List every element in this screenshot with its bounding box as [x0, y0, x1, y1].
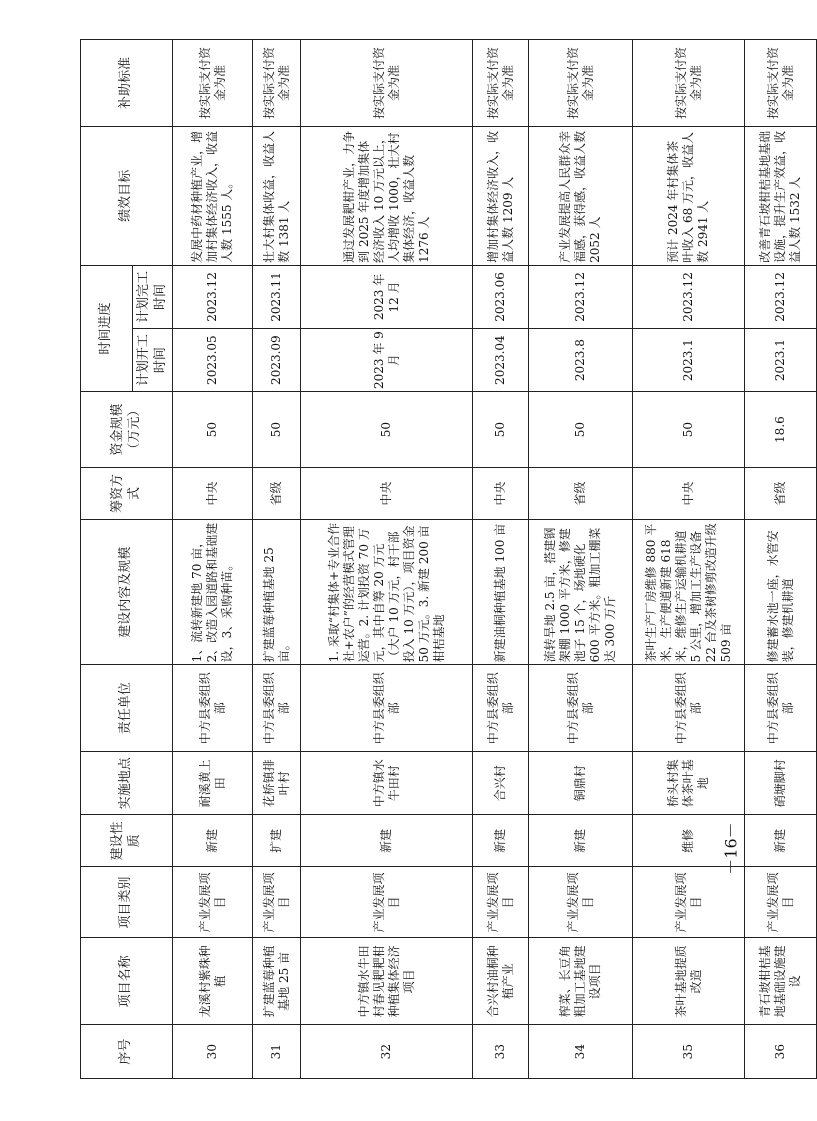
header-type: 项目类别: [81, 867, 173, 938]
cell-location: 桥头村集体茶叶基地: [633, 752, 745, 815]
cell-name: 榨菜、长豆角粗加工基地建设项目: [529, 938, 633, 1025]
cell-type: 产业发展项目: [473, 867, 529, 938]
table-row: [301, 40, 473, 1079]
page-number: －16－: [721, 822, 741, 875]
cell-unit: 中方县委组织部: [529, 665, 633, 752]
table-row: [745, 40, 817, 1079]
project-table: [80, 39, 817, 1079]
cell-amount: 50: [529, 392, 633, 468]
cell-subsidy: 按实际支付资金为准: [301, 40, 473, 127]
cell-no: 33: [473, 1025, 529, 1079]
cell-name: 合兴村油桐种植产业: [473, 938, 529, 1025]
cell-type: 产业发展项目: [173, 867, 253, 938]
cell-goal: 预计 2024 年村集体茶叶收入 68 万元，收益人数 2941 人: [633, 126, 745, 265]
header-amount: 资金规模（万元）: [81, 392, 173, 468]
table-row: [473, 40, 529, 1079]
cell-nature: 新建: [473, 815, 529, 867]
cell-location: 中方镇水牛田村: [301, 752, 473, 815]
cell-start: 2023.1: [633, 329, 745, 392]
cell-location: 合兴村: [473, 752, 529, 815]
cell-start: 2023.09: [253, 329, 301, 392]
cell-type: 产业发展项目: [253, 867, 301, 938]
cell-unit: 中方县委组织部: [173, 665, 253, 752]
rotated-table-page: [80, 39, 802, 1079]
cell-location: 花桥镇排叶村: [253, 752, 301, 815]
cell-nature: 新建: [301, 815, 473, 867]
cell-nature: 扩建: [253, 815, 301, 867]
table-row: [173, 40, 253, 1079]
cell-goal: 产业发展提高人民群众幸福感，获得感，收益人数 2052 人: [529, 126, 633, 265]
header-funding: 筹资方式: [81, 467, 173, 519]
cell-start: 2023.04: [473, 329, 529, 392]
cell-no: 32: [301, 1025, 473, 1079]
cell-subsidy: 按实际支付资金为准: [473, 40, 529, 127]
cell-no: 36: [745, 1025, 817, 1079]
cell-location: 铜鼎村: [529, 752, 633, 815]
cell-funding: 省级: [745, 467, 817, 519]
table-row: [529, 40, 633, 1079]
cell-end: 2023.12: [529, 265, 633, 328]
cell-unit: 中方县委组织部: [745, 665, 817, 752]
header-no: 序号: [81, 1025, 173, 1079]
cell-start: 2023 年 9 月: [301, 329, 473, 392]
cell-type: 产业发展项目: [745, 867, 817, 938]
cell-start: 2023.8: [529, 329, 633, 392]
cell-funding: 省级: [253, 467, 301, 519]
cell-funding: 中央: [633, 467, 745, 519]
header-schedule: 时间进度: [81, 265, 133, 391]
cell-start: 2023.05: [173, 329, 253, 392]
cell-name: 龙溪村紫珠种植: [173, 938, 253, 1025]
cell-content: 1. 采取“村集体+专业合作社+农户”的经营模式管理运营。2. 计划投资 70 万元，其中自筹 20 万元（大户 10 万元，村干部投入 10 万元），项目资金 50 万元。3. 新建 200 亩柑桔基地: [301, 520, 473, 665]
cell-no: 31: [253, 1025, 301, 1079]
header-name: 项目名称: [81, 938, 173, 1025]
cell-no: 34: [529, 1025, 633, 1079]
cell-no: 35: [633, 1025, 745, 1079]
cell-end: 2023.06: [473, 265, 529, 328]
cell-type: 产业发展项目: [301, 867, 473, 938]
cell-nature: 新建: [529, 815, 633, 867]
cell-end: 2023.12: [633, 265, 745, 328]
cell-goal: 通过发展耙柑产业，力争到 2025 年度增加集体经济收入 10 万元以上，人均增收 1000，壮大村集体经济，收益人数 1276 人: [301, 126, 473, 265]
cell-amount: 18.6: [745, 392, 817, 468]
cell-nature: 维修: [633, 815, 745, 867]
cell-funding: 省级: [529, 467, 633, 519]
cell-name: 茶叶基地提质改造: [633, 938, 745, 1025]
cell-no: 30: [173, 1025, 253, 1079]
table-header-row: [81, 40, 133, 1079]
cell-goal: 壮大村集体收益，收益人数 1381 人: [253, 126, 301, 265]
cell-content: 扩建蓝莓种植基地 25 亩。: [253, 520, 301, 665]
cell-subsidy: 按实际支付资金为准: [529, 40, 633, 127]
header-start: 计划开工时间: [133, 329, 173, 392]
cell-goal: 改善青石坡柑桔基地基础设施，提升生产效益，收益人数 1532 人: [745, 126, 817, 265]
cell-subsidy: 按实际支付资金为准: [173, 40, 253, 127]
cell-name: 中方镇水牛田村春见耙耙柑种植集体经济项目: [301, 938, 473, 1025]
cell-amount: 50: [633, 392, 745, 468]
cell-unit: 中方县委组织部: [301, 665, 473, 752]
cell-type: 产业发展项目: [529, 867, 633, 938]
cell-location: 硝塘脚村: [745, 752, 817, 815]
cell-unit: 中方县委组织部: [633, 665, 745, 752]
cell-subsidy: 按实际支付资金为准: [253, 40, 301, 127]
cell-unit: 中方县委组织部: [473, 665, 529, 752]
cell-content: 流转旱地 2.5 亩，搭建钢架棚 1000 平方米，修建池子 15 个，场地硬化 600 平方米。粗加工棚菜达 300 万斤: [529, 520, 633, 665]
cell-name: 扩建蓝莓种植基地 25 亩: [253, 938, 301, 1025]
cell-amount: 50: [173, 392, 253, 468]
cell-location: 耐溪黄上田: [173, 752, 253, 815]
cell-unit: 中方县委组织部: [253, 665, 301, 752]
cell-name: 青石坡柑桔基地基础设施建设: [745, 938, 817, 1025]
cell-type: 产业发展项目: [633, 867, 745, 938]
cell-funding: 中央: [173, 467, 253, 519]
header-unit: 责任单位: [81, 665, 173, 752]
header-subsidy: 补助标准: [81, 40, 173, 127]
cell-content: 茶叶生产厂房维修 880 平米，生产便道新建 618 米，维修生产运输机耕道 5 公里，增加工生产设备 22 台及茶树修剪改造升级 509 亩: [633, 520, 745, 665]
cell-content: 修建蓄水池一座，水管安装，修建机耕道: [745, 520, 817, 665]
cell-end: 2023.12: [173, 265, 253, 328]
cell-nature: 新建: [745, 815, 817, 867]
cell-funding: 中央: [473, 467, 529, 519]
cell-content: 新建油桐种植基地 100 亩: [473, 520, 529, 665]
cell-funding: 中央: [301, 467, 473, 519]
cell-amount: 50: [473, 392, 529, 468]
header-end: 计划完工时间: [133, 265, 173, 328]
cell-amount: 50: [253, 392, 301, 468]
header-goal: 绩效目标: [81, 126, 173, 265]
cell-content: 1、流转新建地 70 亩，2、改造入园道路和基础建设，3、采购种苗。: [173, 520, 253, 665]
cell-subsidy: 按实际支付资金为准: [745, 40, 817, 127]
cell-start: 2023.1: [745, 329, 817, 392]
cell-end: 2023 年 12 月: [301, 265, 473, 328]
table-row: [253, 40, 301, 1079]
cell-goal: 发展中药材种植产业，增加村集体经济收入，收益人数 1555 人。: [173, 126, 253, 265]
header-nature: 建设性质: [81, 815, 173, 867]
cell-end: 2023.12: [745, 265, 817, 328]
cell-nature: 新建: [173, 815, 253, 867]
header-content: 建设内容及规模: [81, 520, 173, 665]
cell-end: 2023.11: [253, 265, 301, 328]
cell-amount: 50: [301, 392, 473, 468]
cell-subsidy: 按实际支付资金为准: [633, 40, 745, 127]
cell-goal: 增加村集体经济收入，收益人数 1209 人: [473, 126, 529, 265]
table-row: [633, 40, 745, 1079]
header-location: 实施地点: [81, 752, 173, 815]
